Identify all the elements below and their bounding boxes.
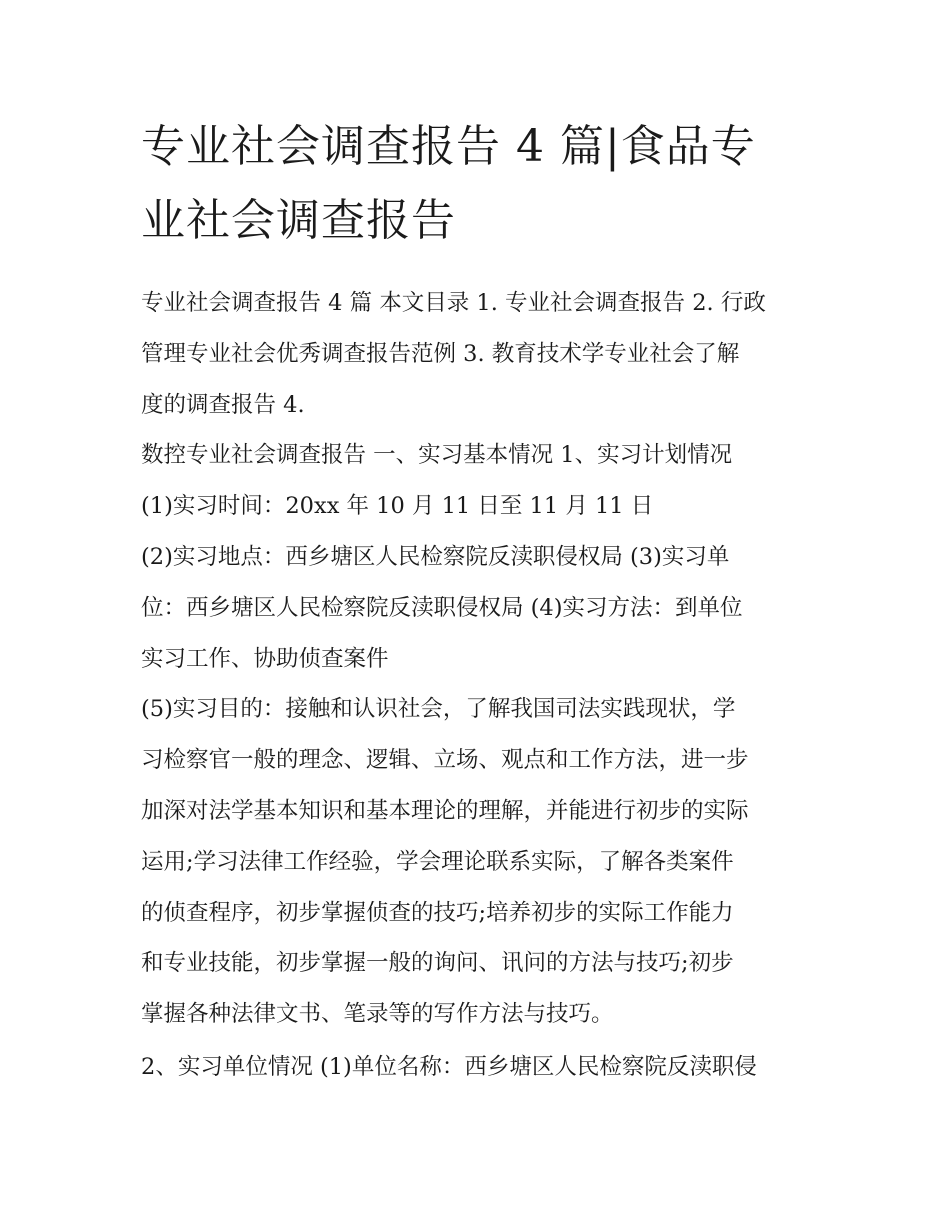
body-line: 掌握各种法律文书、笔录等的写作方法与技巧。 <box>141 1001 614 1028</box>
document-page <box>141 110 816 1093</box>
body-line: 加深对法学基本知识和基本理论的理解，并能进行初步的实际 <box>141 797 749 824</box>
body-line: 管理专业社会优秀调查报告范例 3. 教育技术学专业社会了解 <box>141 340 740 367</box>
body-line: 和专业技能，初步掌握一般的询问、讯问的方法与技巧;初步 <box>141 950 734 977</box>
body-line: 运用;学习法律工作经验，学会理论联系实际，了解各类案件 <box>141 848 734 875</box>
body-line: 位：西乡塘区人民检察院反渎职侵权局 (4)实习方法：到单位 <box>141 594 743 621</box>
title-line: 专业社会调查报告 4 篇|食品专 <box>141 121 756 172</box>
body-line: 数控专业社会调查报告 一、实习基本情况 1、实习计划情况 <box>141 442 733 469</box>
body-line: (2)实习地点：西乡塘区人民检察院反渎职侵权局 (3)实习单 <box>141 543 730 570</box>
document-title <box>141 110 816 258</box>
body-line: 2、实习单位情况 (1)单位名称：西乡塘区人民检察院反渎职侵 <box>141 1053 757 1080</box>
body-line: 实习工作、协助侦查案件 <box>141 645 389 672</box>
body-line: (5)实习目的：接触和认识社会，了解我国司法实践现状，学 <box>141 696 736 723</box>
body-line: (1)实习时间：20xx 年 10 月 11 日至 11 月 11 日 <box>141 493 654 520</box>
body-line: 习检察官一般的理念、逻辑、立场、观点和工作方法，进一步 <box>141 747 749 774</box>
document-body <box>141 278 816 1093</box>
body-line: 度的调查报告 4. <box>141 391 305 418</box>
title-line: 业社会调查报告 <box>141 195 456 246</box>
body-line: 专业社会调查报告 4 篇 本文目录 1. 专业社会调查报告 2. 行政 <box>141 290 766 316</box>
body-line: 的侦查程序，初步掌握侦查的技巧;培养初步的实际工作能力 <box>141 899 734 926</box>
